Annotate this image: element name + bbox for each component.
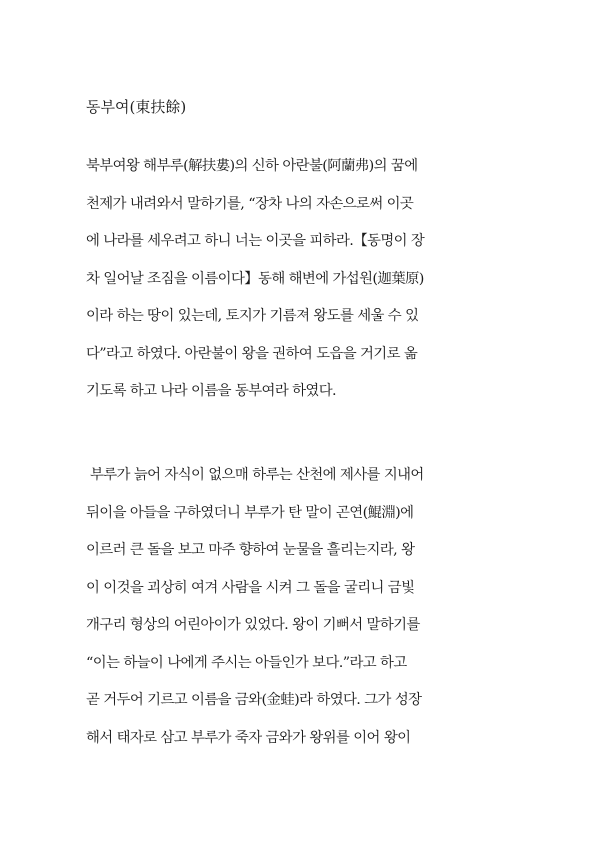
paragraph <box>86 457 516 757</box>
text-line: 북부여왕 해부루(解扶婁)의 신하 아란불(阿蘭弗)의 꿈에 <box>86 158 418 174</box>
text-line: 이르러 큰 돌을 보고 마주 향하여 눈물을 흘리는지라, 왕 <box>86 542 415 558</box>
text-line: 개구리 형상의 어린아이가 있었다. 왕이 기뻐서 말하기를 <box>86 617 420 633</box>
text-line: “이는 하늘이 나에게 주시는 아들인가 보다.”라고 하고 <box>86 654 407 671</box>
text-line: 해서 태자로 삼고 부루가 죽자 금와가 왕위를 이어 왕이 <box>86 729 411 746</box>
text-line: 차 일어날 조짐을 이름이다】동해 해변에 가섭원(迦葉原) <box>86 270 424 287</box>
document-title: 동부여(東扶餘) <box>86 98 187 116</box>
text-line: 곧 거두어 기르고 이름을 금와(金蛙)라 하였다. 그가 성장 <box>86 692 422 708</box>
text-line: 에 나라를 세우려고 하니 너는 이곳을 피하라.【동명이 장 <box>86 233 425 249</box>
paragraph <box>86 148 516 411</box>
text-line: 다”라고 하였다. 아란불이 왕을 권하여 도읍을 거기로 옮 <box>86 345 418 362</box>
text-line: 천제가 내려와서 말하기를, “장차 나의 자손으로써 이곳 <box>86 195 414 212</box>
text-line: 이 이것을 괴상히 여겨 사람을 시켜 그 돌을 굴리니 금빛 <box>86 579 415 596</box>
text-line: 부루가 늙어 자식이 없으매 하루는 산천에 제사를 지내어 <box>86 467 424 483</box>
text-line: 뒤이을 아들을 구하였더니 부루가 탄 말이 곤연(鯤淵)에 <box>86 504 414 521</box>
text-line: 기도록 하고 나라 이름을 동부여라 하였다. <box>86 383 336 399</box>
text-line: 이라 하는 땅이 있는데, 토지가 기름져 왕도를 세울 수 있 <box>86 308 419 324</box>
